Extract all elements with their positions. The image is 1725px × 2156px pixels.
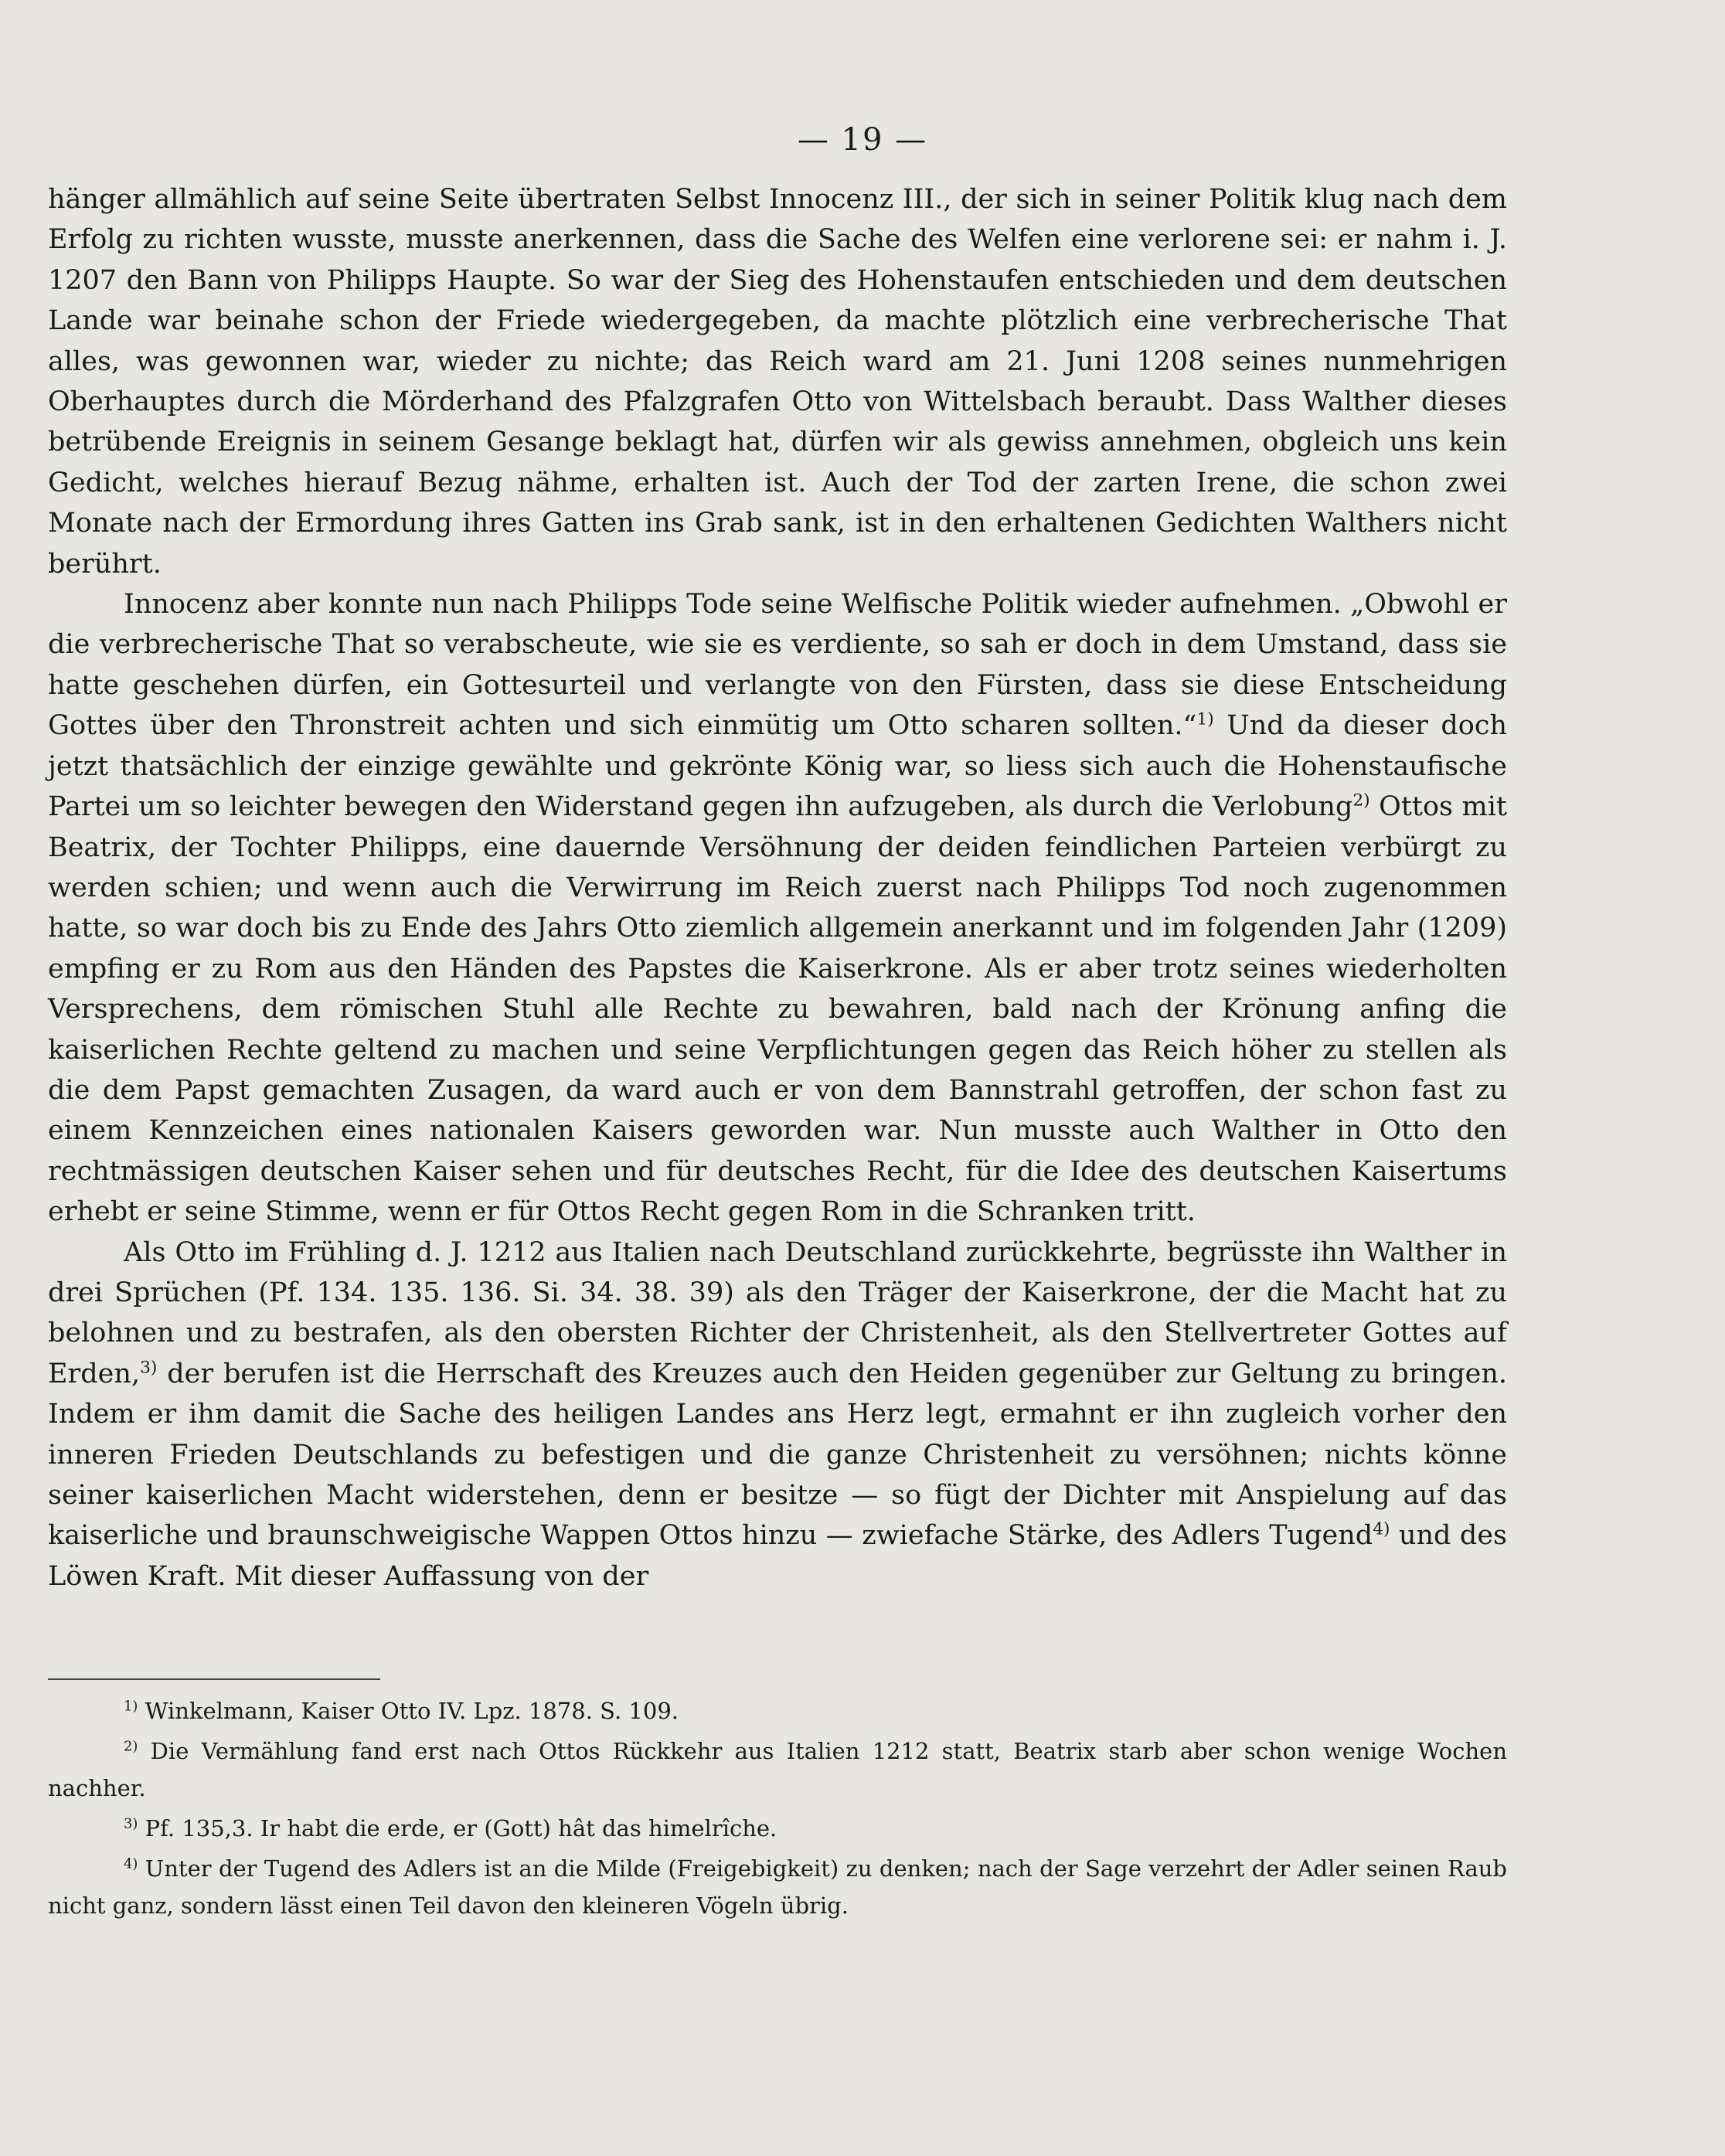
paragraph-2 xyxy=(48,584,1507,1233)
page-number: — 19 — xyxy=(797,122,928,158)
footnote-ref-4: 4) xyxy=(1373,1519,1390,1539)
footnote-3-mark: 3) xyxy=(124,1815,138,1832)
footnote-2-mark: 2) xyxy=(124,1738,138,1755)
footnote-4-mark: 4) xyxy=(124,1855,138,1872)
paragraph-2-part-a: Innocenz aber konnte nun nach Philipps Tode seine Welfische Politik wieder aufnehmen. „Obwohl er die verbrecherische That so verabscheute, wie sie es verdiente, so sah er doch in dem Umstand, dass sie hatte geschehen dürfen, ein Gottesurteil und verlangte von den Fürsten, dass sie diese Entscheidung Gottes über den Thronstreit achten und sich einmütig um Otto scharen sollten.“ xyxy=(48,589,1507,742)
footnotes xyxy=(48,1692,1507,1927)
footnote-ref-2: 2) xyxy=(1352,791,1370,811)
paragraph-3-part-a: Als Otto im Frühling d. J. 1212 aus Italien nach Deutschland zurückkehrte, begrüsste ihn Walther in drei Sprüchen (Pf. 134. 135. 136. Si. 34. 38. 39) als den Träger der Kaiserkrone, der die Macht hat zu belohnen und zu bestrafen, als den obersten Richter der Christenheit, als den Stellvertreter Gottes auf Erden, xyxy=(48,1236,1507,1389)
footnote-ref-3: 3) xyxy=(140,1358,158,1378)
paragraph-3 xyxy=(48,1233,1507,1597)
footnote-4 xyxy=(48,1850,1507,1924)
footnote-1-text: Winkelmann, Kaiser Otto IV. Lpz. 1878. S. 109. xyxy=(138,1698,679,1724)
paragraph-2-part-c: Ottos mit Beatrix, der Tochter Philipps, eine dauernde Versöhnung der deiden feindlichen Parteien verbürgt zu werden schien; und wenn auch die Verwirrung im Reich zuerst nach Philipps Tod noch zugenommen hatte, so war doch bis zu Ende des Jahrs Otto ziemlich allgemein anerkannt und im folgenden Jahr (1209) empfing er zu Rom aus den Händen des Papstes die Kaiserkrone. Als er aber trotz seines wiederholten Versprechens, dem römischen Stuhl alle Rechte zu bewahren, bald nach der Krönung anfing die kaiserlichen Rechte geltend zu machen und seine Verpflichtungen gegen das Reich höher zu stellen als die dem Papst gemachten Zusagen, da ward auch er von dem Bannstrahl getroffen, der schon fast zu einem Kennzeichen eines nationalen Kaisers geworden war. Nun musste auch Walther in Otto den rechtmässigen deutschen Kaiser sehen und für deutsches Recht, für die Idee des deutschen Kaisertums erhebt er seine Stimme, wenn er für Ottos Recht gegen Rom in die Schranken tritt. xyxy=(48,791,1507,1228)
footnote-2 xyxy=(48,1733,1507,1807)
footnote-4-text: Unter der Tugend des Adlers ist an die Milde (Freigebigkeit) zu denken; nach der Sage verzehrt der Adler seinen Raub nicht ganz, sondern lässt einen Teil davon den kleineren Vögeln übrig. xyxy=(48,1855,1507,1919)
footnote-3-text: Pf. 135,3. Ir habt die erde, er (Gott) hât das himelrîche. xyxy=(138,1815,777,1841)
paragraph-3-part-b: der berufen ist die Herrschaft des Kreuzes auch den Heiden gegenüber zur Geltung zu bringen. Indem er ihm damit die Sache des heiligen Landes ans Herz legt, ermahnt er ihn zugleich vorher den inneren Frieden Deutschlands zu befestigen und die ganze Christenheit zu versöhnen; nichts könne seiner kaiserlichen Macht widerstehen, denn er besitze — so fügt der Dichter mit Anspielung auf das kaiserliche und braunschweigische Wappen Ottos hinzu — zwiefache Stärke, des Adlers Tugend xyxy=(48,1358,1507,1552)
footnote-divider xyxy=(48,1678,380,1680)
main-text xyxy=(48,179,1507,1597)
paragraph-2-part-b: Und da dieser doch jetzt thatsächlich der einzige gewählte und gekrönte König war, so liess sich auch die Hohenstaufische Partei um so leichter bewegen den Widerstand gegen ihn aufzugeben, als durch die Verlobung xyxy=(48,710,1507,823)
footnote-3 xyxy=(48,1810,1507,1847)
paragraph-1: hänger allmählich auf seine Seite übertraten Selbst Innocenz III., der sich in seiner Politik klug nach dem Erfolg zu richten wusste, musste anerkennen, dass die Sache des Welfen eine verlorene sei: er nahm i. J. 1207 den Bann von Philipps Haupte. So war der Sieg des Hohenstaufen entschieden und dem deutschen Lande war beinahe schon der Friede wiedergegeben, da machte plötzlich eine verbrecherische That alles, was gewonnen war, wieder zu nichte; das Reich ward am 21. Juni 1208 seines nunmehrigen Oberhauptes durch die Mörderhand des Pfalzgrafen Otto von Wittelsbach beraubt. Dass Walther dieses betrübende Ereignis in seinem Gesange beklagt hat, dürfen wir als gewiss annehmen, obgleich uns kein Gedicht, welches hierauf Bezug nähme, erhalten ist. Auch der Tod der zarten Irene, die schon zwei Monate nach der Ermordung ihres Gatten ins Grab sank, ist in den erhaltenen Gedichten Walthers nicht berührt. xyxy=(48,184,1507,580)
footnote-2-text: Die Vermählung fand erst nach Ottos Rückkehr aus Italien 1212 statt, Beatrix starb aber schon wenige Wochen nachher. xyxy=(48,1738,1507,1801)
footnote-ref-1: 1) xyxy=(1196,709,1214,729)
footnote-1-mark: 1) xyxy=(124,1698,138,1715)
footnote-1 xyxy=(48,1692,1507,1729)
paragraph-3-part-c: und des Löwen Kraft. Mit dieser Auffassung von der xyxy=(48,1520,1507,1592)
